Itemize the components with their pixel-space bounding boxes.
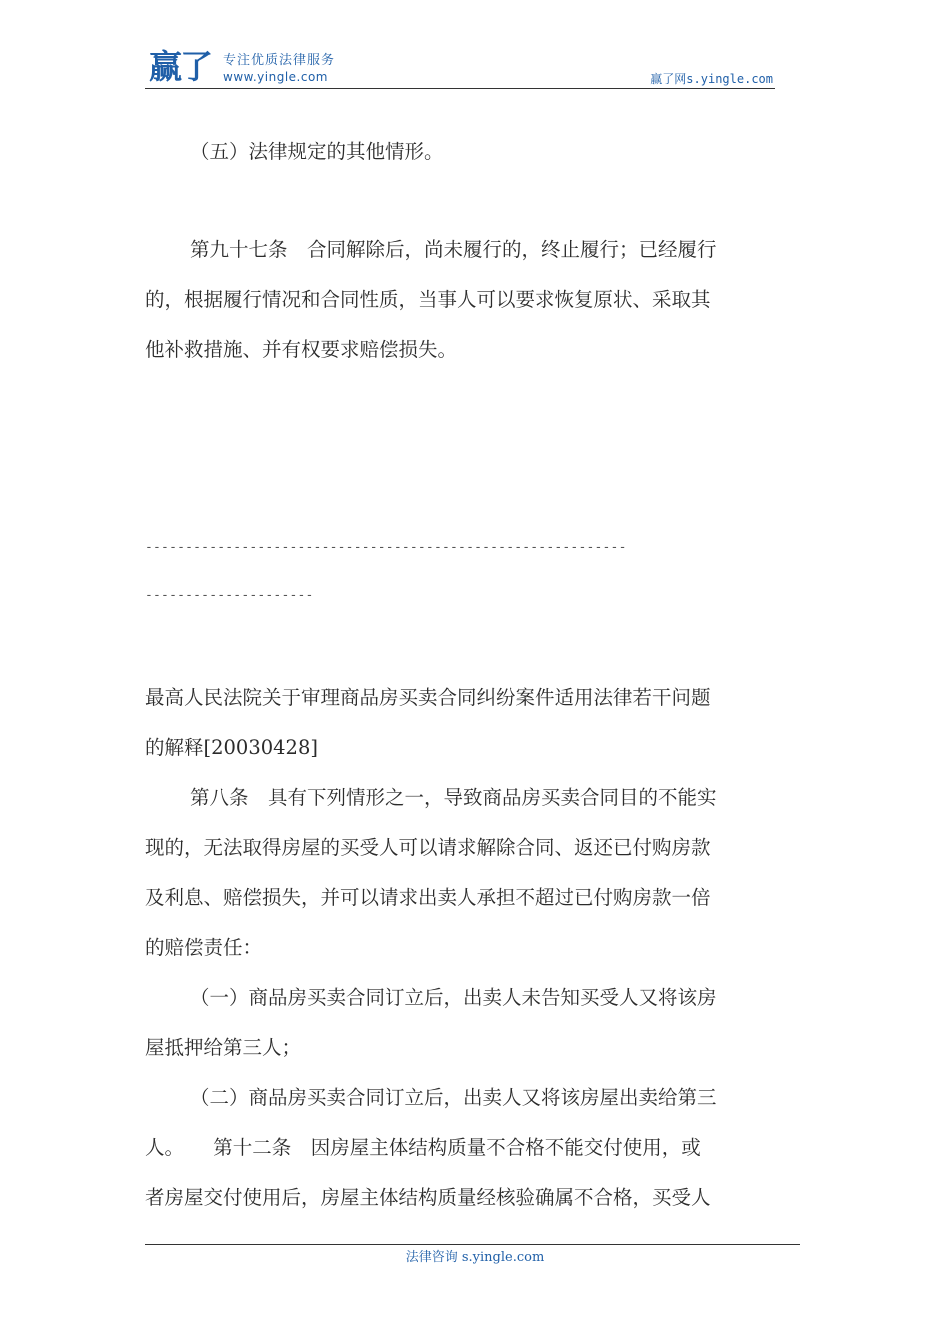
- paragraph-line: 他补救措施、并有权要求赔偿损失。: [145, 338, 458, 361]
- paragraph-line: 的赔偿责任：: [145, 936, 263, 959]
- paragraph-line: 的，根据履行情况和合同性质，当事人可以要求恢复原状、采取其: [145, 288, 711, 311]
- page-header: [145, 48, 775, 89]
- site-logo: 赢了: [149, 47, 211, 86]
- paragraph-line: 第九十七条 合同解除后，尚未履行的，终止履行；已经履行: [190, 238, 717, 261]
- dashed-separator: ---------------------: [145, 588, 314, 603]
- paragraph-line: 者房屋交付使用后，房屋主体结构质量经核验确属不合格，买受人: [145, 1186, 711, 1209]
- header-site-link[interactable]: 赢了网s.yingle.com: [650, 72, 773, 86]
- paragraph-line: （二）商品房买卖合同订立后，出卖人又将该房屋出卖给第三: [190, 1086, 717, 1109]
- dashed-separator: ------------------------------------------------------------: [145, 540, 627, 555]
- footer-divider: [145, 1244, 800, 1245]
- logo-url: www.yingle.com: [223, 70, 328, 84]
- paragraph-line: 屋抵押给第三人；: [145, 1036, 302, 1059]
- paragraph-line: 及利息、赔偿损失，并可以请求出卖人承担不超过已付购房款一倍: [145, 886, 711, 909]
- logo-slogan: 专注优质法律服务: [223, 53, 336, 68]
- paragraph-line: 人。 第十二条 因房屋主体结构质量不合格不能交付使用，或: [145, 1136, 701, 1159]
- paragraph-line: 的解释[20030428]: [145, 736, 318, 759]
- paragraph-line: （五）法律规定的其他情形。: [190, 140, 444, 163]
- paragraph-line: 最高人民法院关于审理商品房买卖合同纠纷案件适用法律若干问题: [145, 686, 711, 709]
- footer-link[interactable]: 法律咨询 s.yingle.com: [405, 1250, 545, 1265]
- paragraph-line: （一）商品房买卖合同订立后，出卖人未告知买受人又将该房: [190, 986, 717, 1009]
- paragraph-line: 现的，无法取得房屋的买受人可以请求解除合同、返还已付购房款: [145, 836, 711, 859]
- paragraph-line: 第八条 具有下列情形之一，导致商品房买卖合同目的不能实: [190, 786, 717, 809]
